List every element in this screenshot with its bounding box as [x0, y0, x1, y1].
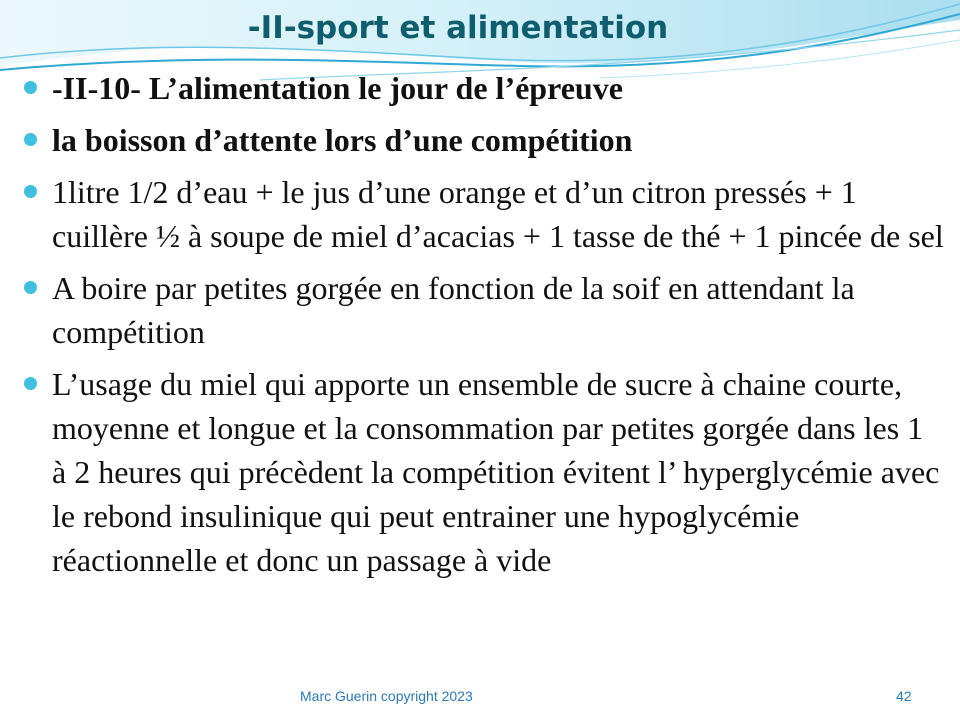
bullet-item — [24, 362, 944, 582]
bullet-item — [24, 170, 944, 258]
bullet-item — [24, 266, 944, 354]
bullet-text: L’usage du miel qui apporte un ensemble de sucre à chaine courte, moyenne et longue et la consommation par petites gorgée dans les 1 à 2 heures qui précèdent la compétition évitent l’ hyperglycémie avec le rebond insulinique qui peut entrainer une hypoglycémie réactionnelle et donc un passage à vide — [52, 366, 940, 578]
bullet-dot-icon — [24, 81, 37, 94]
bullet-text: la boisson d’attente lors d’une compétition — [52, 122, 633, 158]
page-number: 42 — [896, 688, 912, 704]
bullet-item — [24, 66, 944, 110]
bullet-list — [24, 66, 944, 590]
bullet-text: A boire par petites gorgée en fonction de la soif en attendant la compétition — [52, 270, 855, 350]
bullet-dot-icon — [24, 133, 37, 146]
bullet-text: -II-10- L’alimentation le jour de l’épreuve — [52, 70, 623, 106]
bullet-dot-icon — [24, 185, 37, 198]
bullet-dot-icon — [24, 281, 37, 294]
slide-title: -II-sport et alimentation — [247, 10, 669, 46]
bullet-text: 1litre 1/2 d’eau + le jus d’une orange et d’un citron pressés + 1 cuillère ½ à soupe de miel d’acacias + 1 tasse de thé + 1 pincée de sel — [52, 174, 944, 254]
bullet-item — [24, 118, 944, 162]
bullet-dot-icon — [24, 377, 37, 390]
footer-copyright: Marc Guerin copyright 2023 — [300, 688, 473, 704]
